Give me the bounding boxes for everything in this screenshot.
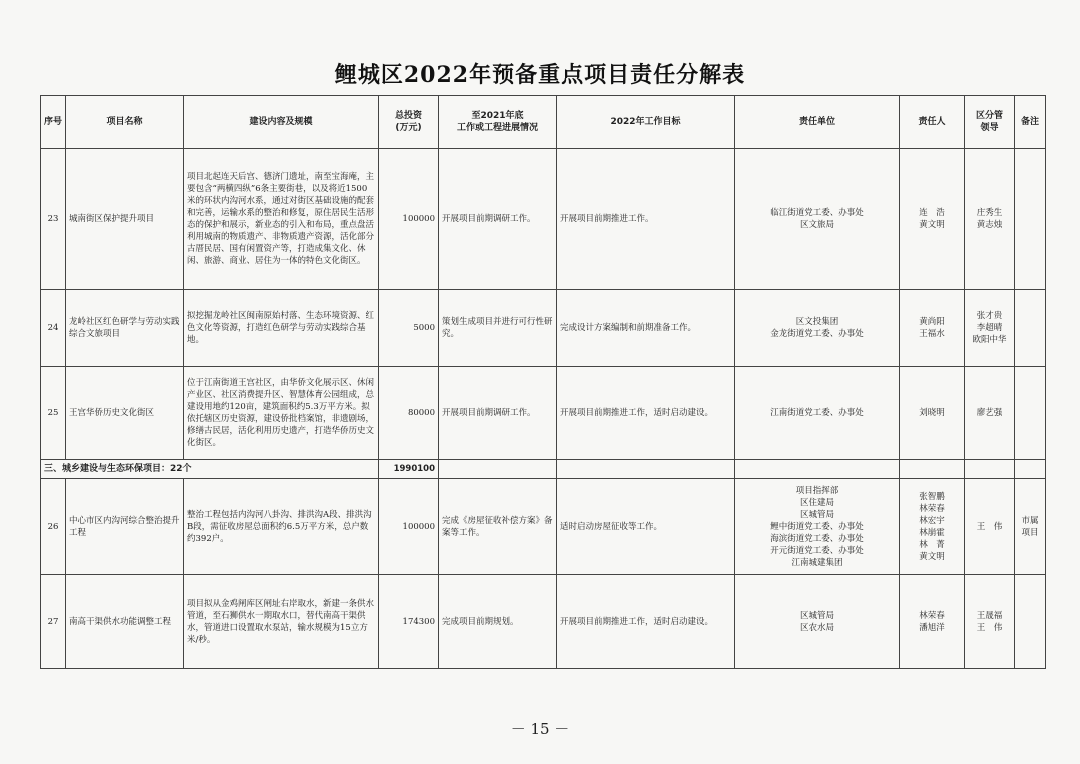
table-row bbox=[41, 149, 1046, 290]
page-title: 鲤城区2022年预备重点项目责任分解表 bbox=[334, 62, 746, 88]
section-empty-cell bbox=[1015, 460, 1046, 479]
section-empty-cell bbox=[965, 460, 1015, 479]
cell-seq: 24 bbox=[41, 290, 66, 367]
cell-progress: 完成项目前期规划。 bbox=[439, 575, 557, 669]
cell-person: 刘晓明 bbox=[900, 367, 965, 460]
cell-goal: 开展项目前期推进工作。 bbox=[557, 149, 735, 290]
cell-content: 项目拟从金鸡闸库区闸址右岸取水，新建一条供水管道，至石狮供水一期取水口，替代南高干渠供水，管道进口设置取水泵站，输水规模为15立方米/秒。 bbox=[184, 575, 379, 669]
cell-goal: 开展项目前期推进工作，适时启动建设。 bbox=[557, 367, 735, 460]
cell-leader: 庄秀生 黄志烛 bbox=[965, 149, 1015, 290]
header-seq: 序号 bbox=[41, 96, 66, 149]
header-leader: 区分管 领导 bbox=[965, 96, 1015, 149]
cell-invest: 174300 bbox=[379, 575, 439, 669]
cell-note bbox=[1015, 149, 1046, 290]
cell-unit: 区城管局 区农水局 bbox=[735, 575, 900, 669]
cell-leader: 廖艺强 bbox=[965, 367, 1015, 460]
cell-progress: 策划生成项目并进行可行性研究。 bbox=[439, 290, 557, 367]
cell-leader: 王晟福 王 伟 bbox=[965, 575, 1015, 669]
header-name: 项目名称 bbox=[66, 96, 184, 149]
table-row bbox=[41, 575, 1046, 669]
cell-invest: 5000 bbox=[379, 290, 439, 367]
cell-invest: 100000 bbox=[379, 149, 439, 290]
responsibility-table bbox=[40, 95, 1046, 669]
cell-leader: 张才贵 李超晴 欧阳中华 bbox=[965, 290, 1015, 367]
cell-note bbox=[1015, 367, 1046, 460]
cell-content: 位于江南街道王宫社区，由华侨文化展示区、休闲产业区、社区消费提升区、智慧体育公园组成，总建设用地约120亩，建筑面积约5.3万平方米。拟依托辖区历史资源，建设侨批档案馆，非遗剧场，修缮古民居，活化利用历史遗产，打造华侨历史文化街区。 bbox=[184, 367, 379, 460]
section-empty-cell bbox=[900, 460, 965, 479]
cell-name: 南高干渠供水功能调整工程 bbox=[66, 575, 184, 669]
cell-name: 龙岭社区红色研学与劳动实践综合文旅项目 bbox=[66, 290, 184, 367]
cell-person: 林荣春 潘旭洋 bbox=[900, 575, 965, 669]
cell-note bbox=[1015, 290, 1046, 367]
header-progress: 至2021年底 工作或工程进展情况 bbox=[439, 96, 557, 149]
cell-name: 中心市区内沟河综合整治提升工程 bbox=[66, 479, 184, 575]
table-row bbox=[41, 479, 1046, 575]
table-row bbox=[41, 367, 1046, 460]
cell-seq: 26 bbox=[41, 479, 66, 575]
cell-name: 王宫华侨历史文化街区 bbox=[66, 367, 184, 460]
cell-goal: 完成设计方案编制和前期准备工作。 bbox=[557, 290, 735, 367]
cell-seq: 25 bbox=[41, 367, 66, 460]
table-row bbox=[41, 290, 1046, 367]
cell-content: 拟挖掘龙岭社区闽南原始村落、生态环境资源、红色文化等资源，打造红色研学与劳动实践综合基地。 bbox=[184, 290, 379, 367]
header-goal: 2022年工作目标 bbox=[557, 96, 735, 149]
cell-goal: 适时启动房屋征收等工作。 bbox=[557, 479, 735, 575]
page-number: － 15 － bbox=[510, 720, 570, 738]
cell-content: 项目北起连天后宫、德济门遗址，南至宝海庵，主要包含“两横四纵”6条主要街巷，以及将近1500米的环状内沟河水系，通过对街区基础设施的配套和完善，运输水系的整治和修复，原住居民生活形态的保护和展示，新业态的引入和布局，重点盘活利用城南的物质遗产、非物质遗产资源，活化部分古厝民居、国有闲置资产等，打造成集文化、休闲、旅游、商业、居住为一体的特色文化街区。 bbox=[184, 149, 379, 290]
cell-unit: 区文投集团 金龙街道党工委、办事处 bbox=[735, 290, 900, 367]
header-unit: 责任单位 bbox=[735, 96, 900, 149]
header-row bbox=[41, 96, 1046, 149]
cell-leader: 王 伟 bbox=[965, 479, 1015, 575]
cell-progress: 开展项目前期调研工作。 bbox=[439, 367, 557, 460]
cell-invest: 100000 bbox=[379, 479, 439, 575]
header-person: 责任人 bbox=[900, 96, 965, 149]
section-empty-cell bbox=[439, 460, 557, 479]
section-label: 三、城乡建设与生态环保项目：22个 bbox=[41, 460, 379, 479]
cell-person: 连 浩 黄文明 bbox=[900, 149, 965, 290]
cell-progress: 完成《房屋征收补偿方案》备案等工作。 bbox=[439, 479, 557, 575]
cell-note bbox=[1015, 575, 1046, 669]
section-empty-cell bbox=[557, 460, 735, 479]
cell-content: 整治工程包括内沟河八卦沟、排洪沟A段、排洪沟B段，需征收房屋总面积约6.5万平方米，总户数约392户。 bbox=[184, 479, 379, 575]
cell-person: 张智鹏 林荣春 林宏宇 林崩霍 林 菁 黄文明 bbox=[900, 479, 965, 575]
cell-seq: 27 bbox=[41, 575, 66, 669]
cell-unit: 项目指挥部 区住建局 区城管局 鲤中街道党工委、办事处 海滨街道党工委、办事处 开元街道党工委、办事处 江南城建集团 bbox=[735, 479, 900, 575]
cell-invest: 80000 bbox=[379, 367, 439, 460]
cell-note: 市属项目 bbox=[1015, 479, 1046, 575]
header-note: 备注 bbox=[1015, 96, 1046, 149]
section-row bbox=[41, 460, 1046, 479]
section-invest: 1990100 bbox=[379, 460, 439, 479]
cell-progress: 开展项目前期调研工作。 bbox=[439, 149, 557, 290]
cell-seq: 23 bbox=[41, 149, 66, 290]
cell-unit: 江南街道党工委、办事处 bbox=[735, 367, 900, 460]
header-content: 建设内容及规模 bbox=[184, 96, 379, 149]
cell-person: 黄尚阳 王福水 bbox=[900, 290, 965, 367]
header-invest: 总投资 (万元) bbox=[379, 96, 439, 149]
section-empty-cell bbox=[735, 460, 900, 479]
cell-goal: 开展项目前期推进工作，适时启动建设。 bbox=[557, 575, 735, 669]
cell-unit: 临江街道党工委、办事处 区文旅局 bbox=[735, 149, 900, 290]
cell-name: 城南街区保护提升项目 bbox=[66, 149, 184, 290]
